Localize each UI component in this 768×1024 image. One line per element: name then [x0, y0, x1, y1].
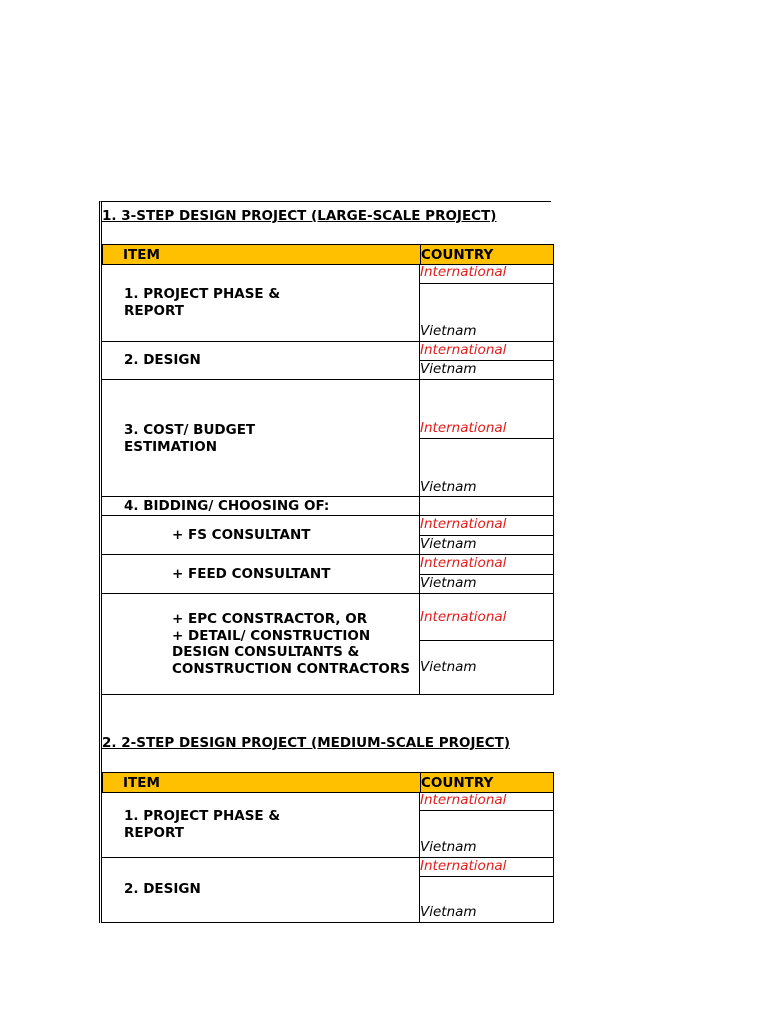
country-vietnam: Vietnam — [420, 904, 477, 920]
header-country: COUNTRY — [421, 247, 494, 263]
country-vietnam: Vietnam — [420, 536, 477, 552]
country-cell — [420, 792, 554, 811]
country-cell — [420, 877, 554, 923]
table-row — [102, 594, 420, 695]
row-item-label: 3. COST/ BUDGET — [124, 422, 256, 438]
table-1-header — [102, 244, 554, 265]
row-item-label: + FS CONSULTANT — [172, 527, 311, 543]
row-item-label: DESIGN CONSULTANTS & — [172, 644, 360, 660]
table-row — [102, 342, 420, 380]
country-vietnam: Vietnam — [420, 839, 477, 855]
country-vietnam: Vietnam — [420, 659, 477, 675]
country-cell — [420, 342, 554, 361]
table-row — [102, 380, 420, 497]
country-cell — [420, 555, 554, 575]
country-cell — [420, 516, 554, 536]
row-item-label: REPORT — [124, 302, 184, 319]
header-item: ITEM — [123, 775, 160, 791]
row-item-label: CONSTRUCTION CONTRACTORS — [172, 660, 411, 677]
country-international: International — [420, 858, 507, 874]
row-item-label: 2. DESIGN — [124, 881, 201, 897]
row-item-label: + FEED CONSULTANT — [172, 566, 331, 582]
country-cell — [420, 641, 554, 695]
table-2-header — [102, 772, 554, 793]
country-international: International — [420, 264, 507, 280]
country-international: International — [420, 792, 507, 808]
country-cell — [420, 497, 554, 516]
row-item-label: 2. DESIGN — [124, 352, 201, 368]
country-international: International — [420, 420, 507, 436]
table-row — [102, 555, 420, 594]
spreadsheet-sheet — [99, 201, 551, 923]
table-row — [102, 858, 420, 923]
table-row — [102, 264, 420, 342]
country-cell — [420, 361, 554, 380]
country-cell — [420, 594, 554, 641]
country-cell — [420, 284, 554, 342]
country-vietnam: Vietnam — [420, 479, 477, 495]
country-cell — [420, 858, 554, 877]
country-international: International — [420, 609, 507, 625]
header-item: ITEM — [123, 247, 160, 263]
country-vietnam: Vietnam — [420, 361, 477, 377]
row-item-label: + EPC CONSTRACTOR, OR — [172, 611, 368, 627]
country-cell — [420, 439, 554, 497]
table-row — [102, 516, 420, 555]
country-cell — [420, 536, 554, 555]
country-cell — [420, 380, 554, 439]
row-item-label: 4. BIDDING/ CHOOSING OF: — [124, 498, 330, 514]
row-item-label: REPORT — [124, 824, 184, 841]
header-country: COUNTRY — [421, 775, 494, 791]
country-international: International — [420, 342, 507, 358]
country-vietnam: Vietnam — [420, 323, 477, 339]
country-cell — [420, 575, 554, 594]
row-item-label: 1. PROJECT PHASE & — [124, 286, 281, 302]
country-cell — [420, 811, 554, 858]
country-cell — [420, 264, 554, 284]
row-item-label: ESTIMATION — [124, 438, 218, 455]
row-item-label: + DETAIL/ CONSTRUCTION — [172, 627, 371, 644]
table-row — [102, 497, 420, 516]
country-international: International — [420, 516, 507, 532]
section-2-title: 2. 2-STEP DESIGN PROJECT (MEDIUM-SCALE PROJECT) — [102, 735, 510, 751]
table-row — [102, 792, 420, 858]
section-1-title: 1. 3-STEP DESIGN PROJECT (LARGE-SCALE PROJECT) — [102, 208, 497, 224]
row-item-label: 1. PROJECT PHASE & — [124, 808, 281, 824]
country-vietnam: Vietnam — [420, 575, 477, 591]
country-international: International — [420, 555, 507, 571]
